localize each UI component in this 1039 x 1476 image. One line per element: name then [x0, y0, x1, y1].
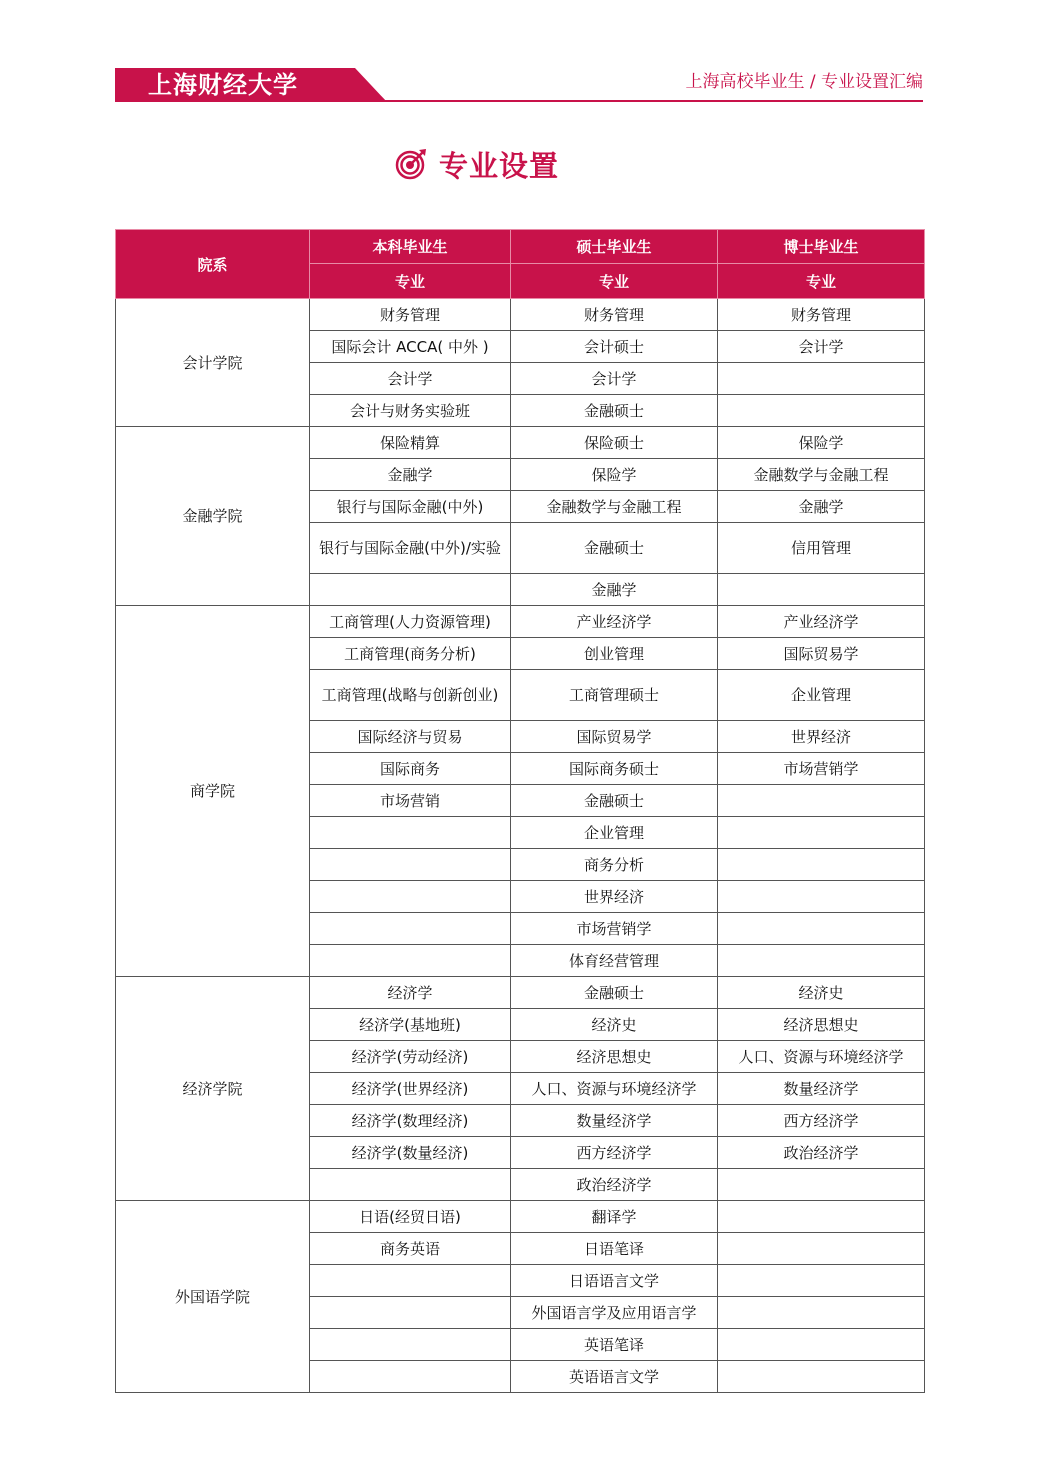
bachelor-major-cell: 金融学	[310, 459, 511, 491]
bachelor-major-cell: 银行与国际金融(中外)/实验	[310, 523, 511, 574]
bachelor-major-cell: 国际商务	[310, 753, 511, 785]
doctor-major-cell: 企业管理	[718, 670, 925, 721]
doctor-major-cell	[718, 363, 925, 395]
master-major-cell: 数量经济学	[511, 1105, 718, 1137]
master-major-cell: 市场营销学	[511, 913, 718, 945]
doctor-major-cell: 金融学	[718, 491, 925, 523]
department-cell: 外国语学院	[116, 1201, 310, 1393]
doctor-major-cell	[718, 1201, 925, 1233]
bachelor-major-cell	[310, 913, 511, 945]
department-cell: 商学院	[116, 606, 310, 977]
master-major-cell: 产业经济学	[511, 606, 718, 638]
bachelor-major-cell	[310, 574, 511, 606]
table-row	[116, 977, 925, 1009]
doctor-major-cell: 金融数学与金融工程	[718, 459, 925, 491]
doctor-major-cell	[718, 574, 925, 606]
bachelor-major-cell: 会计学	[310, 363, 511, 395]
doctor-major-cell: 政治经济学	[718, 1137, 925, 1169]
section-title: 专业设置	[439, 148, 560, 183]
doctor-major-cell	[718, 881, 925, 913]
master-major-cell: 企业管理	[511, 817, 718, 849]
department-cell: 金融学院	[116, 427, 310, 606]
section-heading	[395, 144, 559, 184]
master-major-cell: 人口、资源与环境经济学	[511, 1073, 718, 1105]
header-divider	[115, 100, 923, 102]
department-cell: 会计学院	[116, 299, 310, 427]
master-major-cell: 金融硕士	[511, 977, 718, 1009]
header-major: 专业	[310, 264, 511, 299]
doctor-major-cell	[718, 849, 925, 881]
doctor-major-cell: 经济史	[718, 977, 925, 1009]
bachelor-major-cell: 市场营销	[310, 785, 511, 817]
target-icon	[395, 148, 427, 180]
bachelor-major-cell: 会计与财务实验班	[310, 395, 511, 427]
bachelor-major-cell: 工商管理(人力资源管理)	[310, 606, 511, 638]
bachelor-major-cell: 经济学(世界经济)	[310, 1073, 511, 1105]
master-major-cell: 日语语言文学	[511, 1265, 718, 1297]
master-major-cell: 会计学	[511, 363, 718, 395]
doctor-major-cell	[718, 913, 925, 945]
master-major-cell: 英语语言文学	[511, 1361, 718, 1393]
table-row	[116, 427, 925, 459]
bachelor-major-cell	[310, 1169, 511, 1201]
bachelor-major-cell: 经济学(劳动经济)	[310, 1041, 511, 1073]
master-major-cell: 日语笔译	[511, 1233, 718, 1265]
doctor-major-cell: 保险学	[718, 427, 925, 459]
header-dept: 院系	[116, 230, 310, 299]
master-major-cell: 创业管理	[511, 638, 718, 670]
bachelor-major-cell	[310, 1265, 511, 1297]
master-major-cell: 金融学	[511, 574, 718, 606]
doctor-major-cell: 经济思想史	[718, 1009, 925, 1041]
master-major-cell: 翻译学	[511, 1201, 718, 1233]
master-major-cell: 外国语言学及应用语言学	[511, 1297, 718, 1329]
bachelor-major-cell: 经济学(数理经济)	[310, 1105, 511, 1137]
bachelor-major-cell: 银行与国际金融(中外)	[310, 491, 511, 523]
header-major: 专业	[718, 264, 925, 299]
doctor-major-cell: 信用管理	[718, 523, 925, 574]
doctor-major-cell	[718, 817, 925, 849]
doctor-major-cell	[718, 1233, 925, 1265]
master-major-cell: 财务管理	[511, 299, 718, 331]
master-major-cell: 国际贸易学	[511, 721, 718, 753]
doctor-major-cell: 产业经济学	[718, 606, 925, 638]
bachelor-major-cell	[310, 817, 511, 849]
bachelor-major-cell: 国际经济与贸易	[310, 721, 511, 753]
master-major-cell: 体育经营管理	[511, 945, 718, 977]
doctor-major-cell: 财务管理	[718, 299, 925, 331]
header-doctor: 博士毕业生	[718, 230, 925, 264]
header-bachelor: 本科毕业生	[310, 230, 511, 264]
bachelor-major-cell	[310, 1329, 511, 1361]
bachelor-major-cell: 经济学	[310, 977, 511, 1009]
doctor-major-cell	[718, 395, 925, 427]
header-master: 硕士毕业生	[511, 230, 718, 264]
table-row	[116, 606, 925, 638]
bachelor-major-cell: 工商管理(战略与创新创业)	[310, 670, 511, 721]
table-row	[116, 1201, 925, 1233]
table-row	[116, 299, 925, 331]
doctor-major-cell: 世界经济	[718, 721, 925, 753]
bachelor-major-cell: 经济学(基地班)	[310, 1009, 511, 1041]
master-major-cell: 金融硕士	[511, 785, 718, 817]
doctor-major-cell	[718, 1361, 925, 1393]
doctor-major-cell: 人口、资源与环境经济学	[718, 1041, 925, 1073]
doctor-major-cell: 国际贸易学	[718, 638, 925, 670]
bachelor-major-cell: 日语(经贸日语)	[310, 1201, 511, 1233]
doctor-major-cell: 市场营销学	[718, 753, 925, 785]
bachelor-major-cell: 国际会计 ACCA( 中外 )	[310, 331, 511, 363]
school-name: 上海财经大学	[148, 71, 298, 99]
doctor-major-cell	[718, 1169, 925, 1201]
master-major-cell: 金融硕士	[511, 523, 718, 574]
master-major-cell: 世界经济	[511, 881, 718, 913]
bachelor-major-cell	[310, 945, 511, 977]
bachelor-major-cell	[310, 1361, 511, 1393]
master-major-cell: 英语笔译	[511, 1329, 718, 1361]
doctor-major-cell	[718, 1329, 925, 1361]
doctor-major-cell: 数量经济学	[718, 1073, 925, 1105]
master-major-cell: 商务分析	[511, 849, 718, 881]
series-title: 上海高校毕业生 / 专业设置汇编	[685, 72, 923, 92]
master-major-cell: 金融硕士	[511, 395, 718, 427]
doctor-major-cell: 西方经济学	[718, 1105, 925, 1137]
master-major-cell: 保险学	[511, 459, 718, 491]
doctor-major-cell	[718, 785, 925, 817]
master-major-cell: 经济史	[511, 1009, 718, 1041]
bachelor-major-cell	[310, 881, 511, 913]
master-major-cell: 政治经济学	[511, 1169, 718, 1201]
department-cell: 经济学院	[116, 977, 310, 1201]
doctor-major-cell: 会计学	[718, 331, 925, 363]
master-major-cell: 国际商务硕士	[511, 753, 718, 785]
bachelor-major-cell: 财务管理	[310, 299, 511, 331]
table-body	[116, 299, 925, 1393]
bachelor-major-cell: 经济学(数量经济)	[310, 1137, 511, 1169]
doctor-major-cell	[718, 1265, 925, 1297]
doctor-major-cell	[718, 1297, 925, 1329]
bachelor-major-cell	[310, 849, 511, 881]
bachelor-major-cell: 工商管理(商务分析)	[310, 638, 511, 670]
master-major-cell: 会计硕士	[511, 331, 718, 363]
master-major-cell: 工商管理硕士	[511, 670, 718, 721]
header-major: 专业	[511, 264, 718, 299]
bachelor-major-cell: 商务英语	[310, 1233, 511, 1265]
master-major-cell: 西方经济学	[511, 1137, 718, 1169]
master-major-cell: 保险硕士	[511, 427, 718, 459]
master-major-cell: 金融数学与金融工程	[511, 491, 718, 523]
master-major-cell: 经济思想史	[511, 1041, 718, 1073]
bachelor-major-cell	[310, 1297, 511, 1329]
doctor-major-cell	[718, 945, 925, 977]
majors-table	[115, 229, 925, 1393]
bachelor-major-cell: 保险精算	[310, 427, 511, 459]
